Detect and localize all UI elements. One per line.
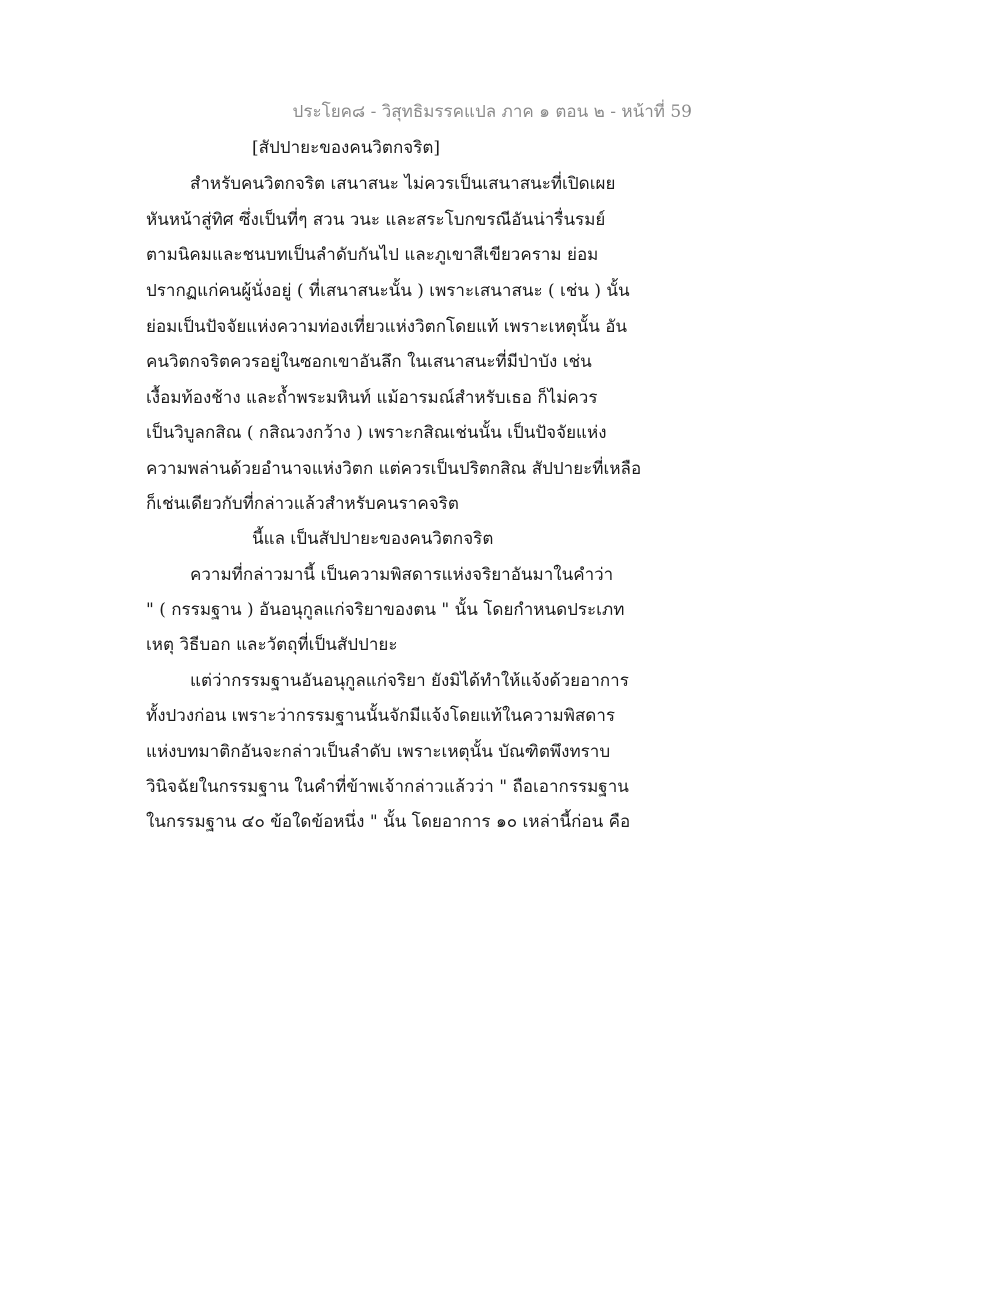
text-line: สำหรับคนวิตกจริต เสนาสนะ ไม่ควรเป็นเสนาสนะที่เปิดเผย [190,174,616,194]
text-line: เงื้อมท้องช้าง และถ้ำพระมหินท์ แม้อารมณ์สำหรับเธอ ก็ไม่ควร [146,388,598,408]
section-closing: นี้แล เป็นสัปปายะของคนวิตกจริต [252,529,494,549]
text-line: " ( กรรมฐาน ) อันอนุกูลแก่จริยาของตน " นั้น โดยกำหนดประเภท [146,600,625,620]
text-line: ก็เช่นเดียวกับที่กล่าวแล้วสำหรับคนราคจริต [146,494,459,514]
text-line: เหตุ วิธีบอก และวัตถุที่เป็นสัปปายะ [146,635,398,655]
text-line: ปรากฏแก่คนผู้นั่งอยู่ ( ที่เสนาสนะนั้น ) เพราะเสนาสนะ ( เช่น ) นั้น [146,281,630,301]
text-line: หันหน้าสู่ทิศ ซึ่งเป็นที่ๆ สวน วนะ และสระโบกขรณีอันน่ารื่นรมย์ [146,210,606,230]
section-heading: [สัปปายะของคนวิตกจริต] [252,138,440,158]
page-header: ประโยค๘ - วิสุทธิมรรคแปล ภาค ๑ ตอน ๒ - หน้าที่ 59 [292,102,692,122]
text-line: ย่อมเป็นปัจจัยแห่งความท่องเที่ยวแห่งวิตกโดยแท้ เพราะเหตุนั้น อัน [146,317,628,337]
text-line: เป็นวิบูลกสิณ ( กสิณวงกว้าง ) เพราะกสิณเช่นนั้น เป็นปัจจัยแห่ง [146,423,607,443]
text-line: แห่งบทมาติกอันจะกล่าวเป็นลำดับ เพราะเหตุนั้น บัณฑิตพึงทราบ [146,742,611,762]
text-line: ตามนิคมและชนบทเป็นลำดับกันไป และภูเขาสีเขียวคราม ย่อม [146,245,599,265]
text-line: วินิจฉัยในกรรมฐาน ในคำที่ข้าพเจ้ากล่าวแล้วว่า " ถือเอากรรมฐาน [146,777,629,797]
text-line: ทั้งปวงก่อน เพราะว่ากรรมฐานนั้นจักมีแจ้งโดยแท้ในความพิสดาร [146,706,616,726]
text-line: ความพล่านด้วยอำนาจแห่งวิตก แต่ควรเป็นปริตกสิณ สัปปายะที่เหลือ [146,459,642,479]
text-line: ในกรรมฐาน ๔๐ ข้อใดข้อหนึ่ง " นั้น โดยอาการ ๑๐ เหล่านี้ก่อน คือ [146,812,631,832]
text-line: คนวิตกจริตควรอยู่ในซอกเขาอันลึก ในเสนาสนะที่มีป่าบัง เช่น [146,352,592,372]
text-line: ความที่กล่าวมานี้ เป็นความพิสดารแห่งจริยาอันมาในคำว่า [190,565,614,585]
text-line: แต่ว่ากรรมฐานอันอนุกูลแก่จริยา ยังมิได้ทำให้แจ้งด้วยอาการ [190,671,629,691]
